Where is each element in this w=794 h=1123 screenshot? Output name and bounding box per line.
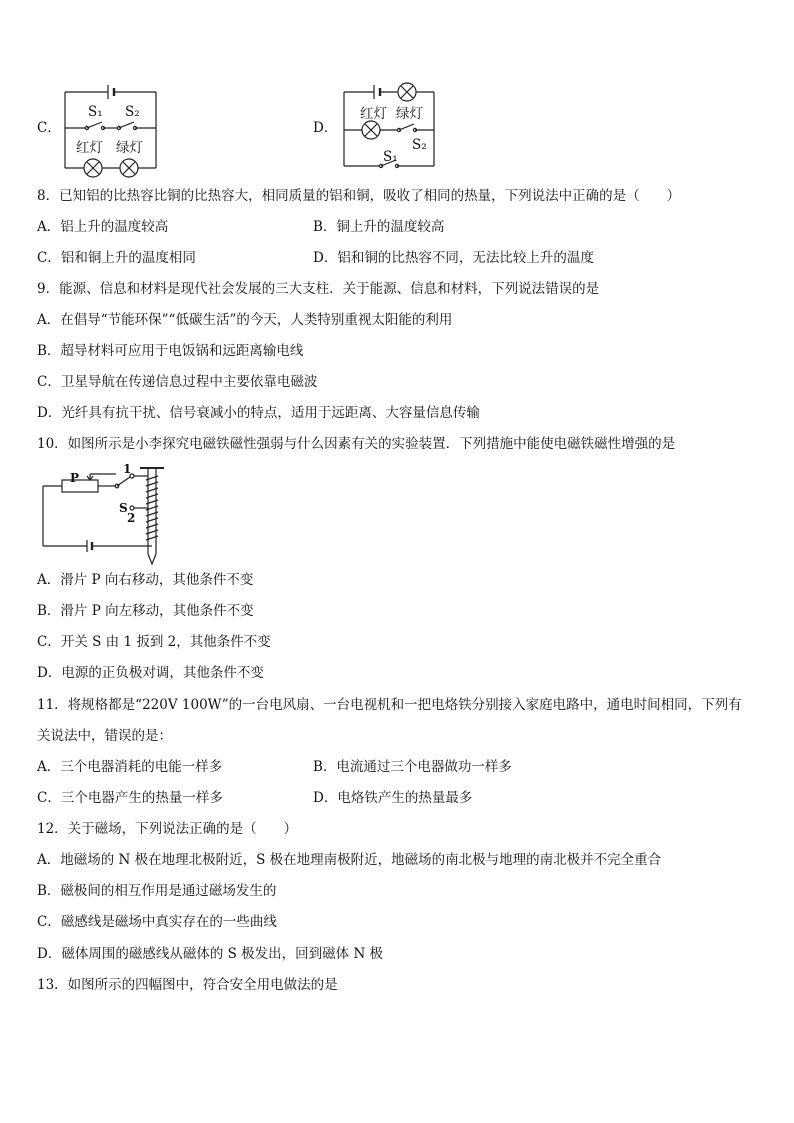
contact-1-label: 1: [123, 462, 132, 476]
q12-option-a: A．地磁场的 N 极在地理北极附近，S 极在地理南极附近，地磁场的南北极与地理的南北极并不完全重合: [37, 852, 662, 868]
q9-option-a: A．在倡导“节能环保”“低碳生活”的今天，人类特别重视太阳能的利用: [37, 312, 453, 328]
q11-stem-line2: 关说法中，错误的是：: [37, 728, 172, 744]
electromagnet-diagram: [40, 462, 180, 567]
q12-stem: 12．关于磁场，下列说法正确的是（ ）: [37, 821, 298, 837]
q8-stem: 8．已知铝的比热容比铜的比热容大，相同质量的铝和铜，吸收了相同的热量，下列说法中正确的是（ ）: [37, 188, 681, 204]
circuit-d-red-lamp-label: 红灯: [360, 106, 387, 122]
q10-option-d: D．电源的正负极对调，其他条件不变: [37, 665, 264, 681]
switch-s-label: S: [119, 501, 128, 515]
contact-2-label: 2: [127, 511, 136, 525]
q9-option-b: B．超导材料可应用于电饭锅和远距离输电线: [37, 343, 304, 359]
q10-option-a: A．滑片 P 向右移动，其他条件不变: [37, 572, 254, 588]
q8-option-a: A．铝上升的温度较高: [37, 219, 169, 235]
circuit-c-green-lamp-label: 绿灯: [116, 140, 143, 156]
q10-stem: 10．如图所示是小李探究电磁铁磁性强弱与什么因素有关的实验装置．下列措施中能使电磁铁磁性增强的是: [37, 436, 676, 452]
q10-option-b: B．滑片 P 向左移动，其他条件不变: [37, 603, 254, 619]
circuit-c-s2-label: S₂: [125, 104, 140, 120]
q8-option-b: B．铜上升的温度较高: [313, 219, 445, 235]
q9-option-c: C．卫星导航在传递信息过程中主要依靠电磁波: [37, 374, 318, 390]
q11-stem-line1: 11．将规格都是“220V 100W”的一台电风扇、一台电视机和一把电烙铁分别接入家庭电路中，通电时间相同，下列有: [37, 697, 742, 713]
q11-option-a: A．三个电器消耗的电能一样多: [37, 759, 223, 775]
circuit-diagram-d: [340, 80, 440, 180]
q9-option-d: D．光纤具有抗干扰、信号衰减小的特点，适用于远距离、大容量信息传输: [37, 405, 480, 421]
circuit-c-red-lamp-label: 红灯: [76, 140, 103, 156]
q10-option-c: C．开关 S 由 1 扳到 2，其他条件不变: [37, 634, 271, 650]
q7-option-c-label: C．: [37, 120, 61, 136]
circuit-c-s1-label: S₁: [88, 104, 103, 120]
circuit-diagram-c: [62, 80, 162, 180]
slider-p-label: P: [70, 471, 80, 485]
q13-stem: 13．如图所示的四幅图中，符合安全用电做法的是: [37, 977, 338, 993]
q9-stem: 9．能源、信息和材料是现代社会发展的三大支柱．关于能源、信息和材料，下列说法错误的是: [37, 281, 600, 297]
circuit-d-green-lamp-label: 绿灯: [396, 106, 423, 122]
q11-option-d: D．电烙铁产生的热量最多: [313, 790, 473, 806]
q7-option-d-label: D．: [313, 120, 338, 136]
q8-option-d: D．铝和铜的比热容不同，无法比较上升的温度: [313, 250, 594, 266]
q12-option-d: D．磁体周围的磁感线从磁体的 S 极发出，回到磁体 N 极: [37, 946, 384, 962]
q11-option-c: C．三个电器产生的热量一样多: [37, 790, 223, 806]
q12-option-c: C．磁感线是磁场中真实存在的一些曲线: [37, 914, 277, 930]
q11-option-b: B．电流通过三个电器做功一样多: [313, 759, 512, 775]
circuit-d-s2-label: S₂: [412, 137, 427, 153]
q8-option-c: C．铝和铜上升的温度相同: [37, 250, 196, 266]
q12-option-b: B．磁极间的相互作用是通过磁场发生的: [37, 883, 277, 899]
circuit-d-s1-label: S₁: [383, 149, 398, 165]
